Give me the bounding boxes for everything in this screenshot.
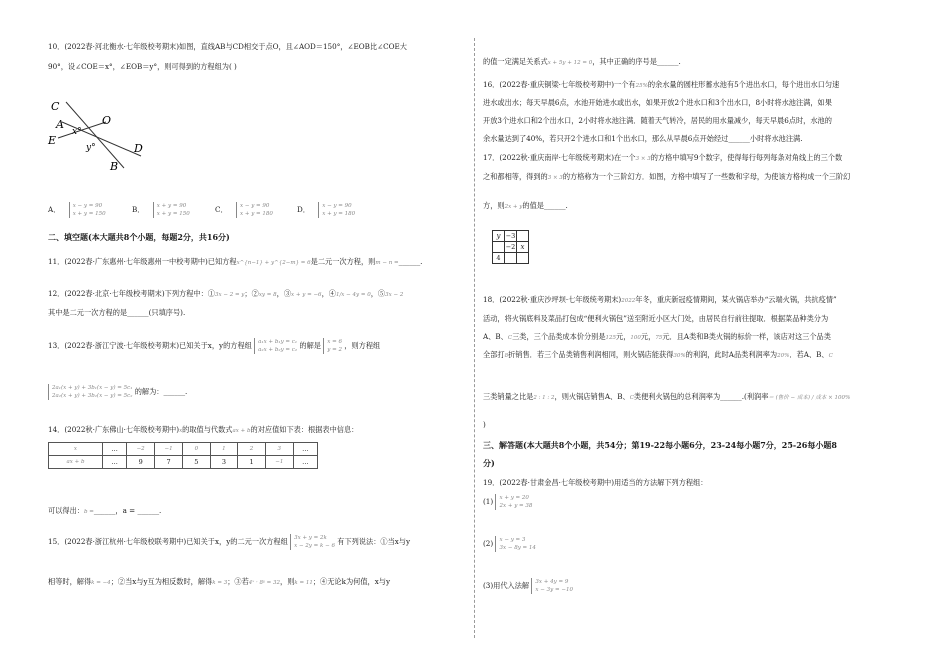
q10-option-d[interactable] (297, 202, 355, 218)
q14-answer: 可以得出：b =______，a = ______. (48, 506, 162, 515)
option-a-label: A． (48, 205, 61, 214)
q13-system-b: x = 6 y = 2 (323, 338, 342, 354)
q16-line4: 余水量达到了40%，若只开2个进水口和1个出水口，那么从早晨6点开始经过______小时将水池注满. (483, 134, 803, 143)
q16-line2: 进水或出水；每天早晨6点，水池开始进水或出水，如果开放2个进水口和3个出水口，8小时将水池注满，如果 (483, 98, 832, 107)
q14-line1: 14．(2022秋·广东佛山·七年级校考期中)x的取值与代数式ax + b的对应值如下表：根据表中信息： (48, 425, 359, 434)
q19-intro: 19．(2022春·甘肃金昌·七年级校考期中)用适当的方法解下列方程组： (483, 478, 708, 487)
fig-label-y: y° (86, 143, 96, 153)
q16-line1: 16．(2022春·重庆铜梁·七年级校考期中)一个有25%的余水量的圆柱形蓄水池有5个进出水口，每个进出水口匀速 (483, 80, 840, 89)
q13-line2: 2a₁(x + y) + 3b₁(x − y) = 5c₁ 2a₂(x + y) + 3b₂(x − y) = 5c₂ 的解为：______. (48, 384, 187, 400)
q10-option-b[interactable] (132, 202, 190, 218)
q19-part3: (3)用代入法解 3x + 4y = 9 x − 3y = −10 (483, 579, 573, 593)
option-d-system: x − y = 90 x + y = 180 (318, 202, 355, 218)
option-b-system: x + y = 90 x + y = 150 (153, 202, 190, 218)
table-row: ax + b … 9 7 5 3 1 −1 … (49, 456, 318, 469)
section3-title-cont: 分) (483, 458, 495, 468)
option-a-system: x − y = 90 x + y = 150 (69, 202, 106, 218)
option-d-label: D． (297, 205, 310, 214)
q18-line5: 三类销量之比是2 : 1 : 2，则火锅店销售A、B、C类便利火锅包的总利润率为______.(利润率＝ (售价 − 成本) / 成本 × 100% (483, 392, 851, 401)
q19-part1: (1) x + y = 20 2x + y = 38 (483, 495, 533, 509)
q19-part2: (2) x − y = 3 3x − 8y = 14 (483, 537, 536, 551)
q13-system-c: 2a₁(x + y) + 3b₁(x − y) = 5c₁ 2a₂(x + y) + 3b₂(x − y) = 5c₂ (48, 384, 132, 400)
q19-system-2: x − y = 3 3x − 8y = 14 (495, 536, 535, 552)
q13-line1: 13．(2022春·浙江宁波·七年级校考期末)已知关于x，y的方程组 a₁x + b₁y = c₁ a₂x + b₂y = c₂ 的解是 x = 6 y = 2 ，则方程组 (48, 339, 381, 353)
fig-label-b: B (110, 160, 119, 170)
q18-line3: A、B、C三类，三个品类成本价分别是125元，100元，75元．且A类和B类火锅的标价一样，该店对这三个品类 (483, 332, 831, 341)
q15-line2: 相等时，解得k = −4；②当x与y互为相反数时，解得k = 3；③若4ˣ · 8ʸ = 32，则k = 11；④无论k为何值，x与y (48, 577, 391, 586)
q10-line1: 10．(2022春·河北衡水·七年级校考期末)如图，直线AB与CD相交于点O，且∠AOD＝150°，∠EOB比∠COE大 (48, 42, 407, 51)
table-row: x … −2 −1 0 1 2 3 … (49, 443, 318, 456)
q18-line4: 全部打8折销售．若三个品类销售利润相同，则火锅店能获得30%的利润，此时A品类利润率为20%．若A、B、C (483, 350, 833, 359)
q12-line2: 其中是二元一次方程的是______(只填序号). (48, 308, 186, 317)
q13-system-a: a₁x + b₁y = c₁ a₂x + b₂y = c₂ (254, 338, 297, 354)
fig-label-c: C (51, 100, 60, 113)
q12-line1: 12．(2022春·北京·七年级校考期末)下列方程中：①3x − 2 = y；②xy = 8，③x + y = −6，④1/x − 4y = 0，⑤3x − 2 (48, 289, 404, 298)
section3-title: 三、解答题(本大题共8个小题，共54分；第19-22每小题6分，23-24每小题7分，25-26每小题8 (483, 440, 837, 450)
q15-line1: 15．(2022春·浙江杭州·七年级校联考期中)已知关于x，y的二元一次方程组 3x + y = 2k x − 2y = k − 6 有下列说法：①当x与y (48, 535, 411, 549)
fig-label-o: O (102, 114, 112, 127)
q18-line1: 18．(2022秋·重庆沙坪坝·七年级统考期末)2022年冬，重庆新冠疫情期间，某火锅店举办“云端火锅，共抗疫情” (483, 295, 837, 304)
option-c-label: C． (215, 205, 228, 214)
q17-line1: 17．(2022秋·重庆南岸·七年级统考期末)在一个3 × 3的方格中填写9个数字，使得每行每列每条对角线上的三个数 (483, 153, 843, 162)
q17-line3: 方，则2x + y的值是______. (483, 201, 568, 210)
q17-line2: 之和都相等，得到的3 × 3的方格称为一个三阶幻方．如图，方格中填写了一些数和字母，为使该方格构成一个三阶幻 (483, 172, 851, 181)
q19-system-1: x + y = 20 2x + y = 38 (495, 494, 532, 510)
q18-line6: ) (483, 420, 486, 429)
q10-line2: 90°，设∠COE＝x°，∠EOB＝y°，则可得到的方程组为( ) (48, 62, 237, 71)
option-c-system: x − y = 90 x + y = 180 (236, 202, 273, 218)
fig-label-x: x° (72, 127, 82, 137)
q16-line3: 开放3个进水口和2个出水口，2小时将水池注满．随着天气转冷，居民的用水量减少，每天早晨6点时，水池的 (483, 116, 832, 125)
fig-label-e: E (48, 134, 57, 147)
q11: 11．(2022春·广东惠州·七年级惠州一中校考期中)已知方程x^{n−1} + y^{2−m} = 6是二元一次方程，则m − n =______. (48, 257, 423, 266)
section2-title: 二、填空题(本大题共8个小题，每题2分，共16分) (48, 232, 230, 242)
q10-option-a[interactable] (48, 202, 106, 218)
q15-system: 3x + y = 2k x − 2y = k − 6 (290, 534, 335, 550)
q10-figure (46, 88, 156, 170)
magic-square-grid: y −3 −2 x 4 (492, 230, 529, 264)
right-column (475, 0, 950, 672)
q10-option-c[interactable] (215, 202, 273, 218)
q14-table (48, 442, 318, 469)
q15-continuation: 的值一定满足关系式x + 5y + 12 = 0，其中正确的序号是______. (483, 57, 681, 66)
q18-line2: 活动，将火锅底料及菜品打包成“便利火锅包”送至附近小区大门处，由居民自行前往提取．根据菜品种类分为 (483, 314, 829, 323)
option-b-label: B． (132, 205, 145, 214)
q19-system-3: 3x + 4y = 9 x − 3y = −10 (531, 578, 573, 594)
fig-label-a: A (56, 118, 64, 131)
fig-label-d: D (134, 142, 143, 155)
